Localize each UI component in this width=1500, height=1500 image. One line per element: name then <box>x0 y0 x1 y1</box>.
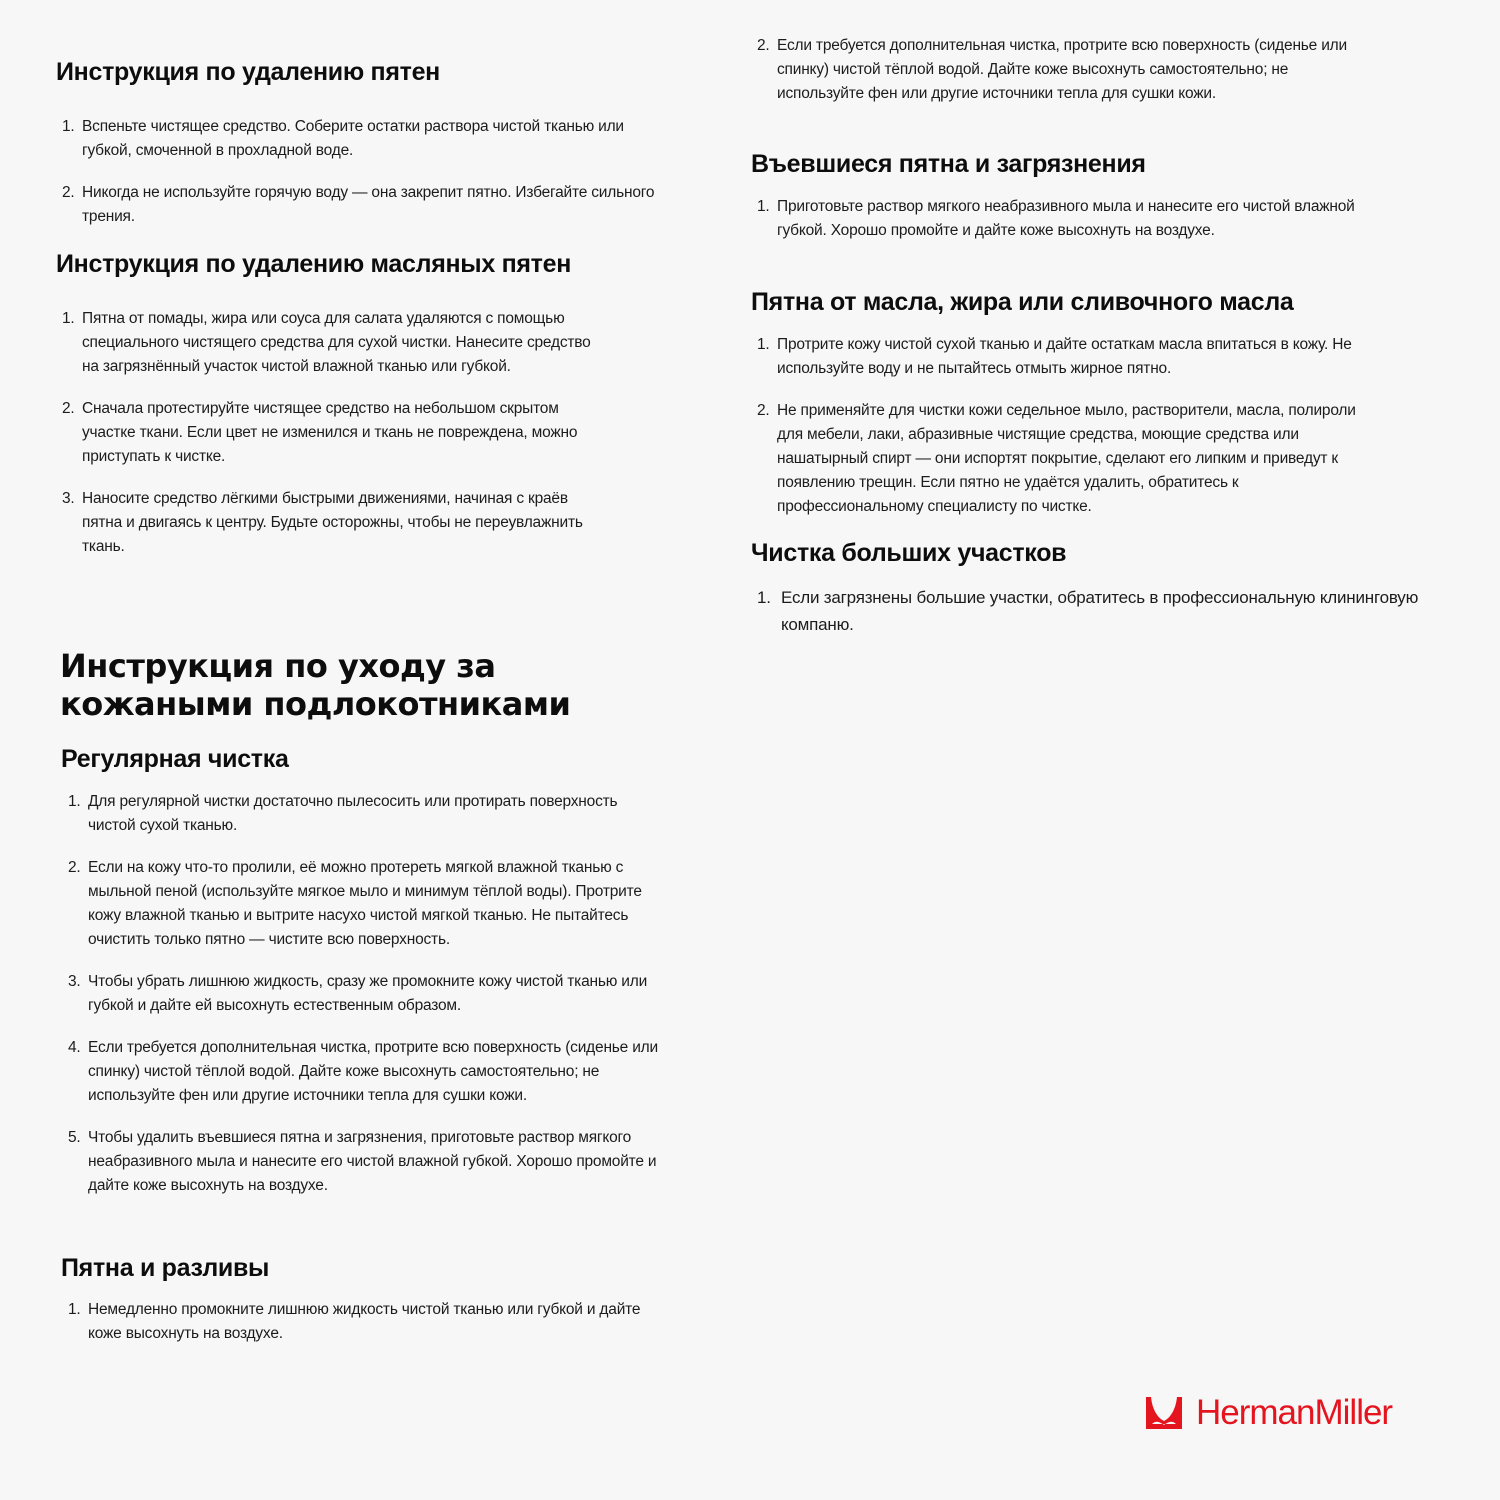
step-number: 3. <box>68 973 81 990</box>
list-item <box>62 307 592 379</box>
step-text: Вспеньте чистящее средство. Соберите остатки раствора чистой тканью или губкой, смоченной в прохладной воде. <box>82 118 624 159</box>
step-number: 2. <box>757 402 770 419</box>
step-text: Не применяйте для чистки кожи седельное мыло, растворители, масла, полироли для мебели, лаки, абразивные чистящие средства, моющие средства или нашатырный спирт — они испортят покрытие, сделают его липким и приведут к появлению трещин. Если пятно не удаётся удалить, обратитесь к профессиональному специалисту по чистке. <box>777 402 1356 515</box>
continued-steps <box>757 34 1357 106</box>
list-item <box>62 487 592 559</box>
list-item <box>757 399 1372 519</box>
list-item <box>62 115 662 163</box>
list-item <box>68 1126 668 1198</box>
step-number: 1. <box>68 1301 81 1318</box>
step-number: 1. <box>68 793 81 810</box>
list-item <box>68 1036 668 1108</box>
step-number: 2. <box>62 184 75 201</box>
step-text: Чтобы удалить въевшиеся пятна и загрязнения, приготовьте раствор мягкого неабразивного мыла и нанесите его чистой влажной губкой. Хорошо промойте и дайте коже высохнуть на воздухе. <box>88 1129 657 1194</box>
step-text: Для регулярной чистки достаточно пылесосить или протирать поверхность чистой сухой тканью. <box>88 793 618 834</box>
regular-cleaning-title: Регулярная чистка <box>61 745 289 773</box>
list-item <box>62 181 662 229</box>
step-text: Если на кожу что-то пролили, её можно протереть мягкой влажной тканью с мыльной пеной (используйте мягкое мыло и минимум тёплой воды). Протрите кожу влажной тканью и вытрите насухо чистой мягкой тканью. Не пытайтесь очистить только пятно — чистите всю поверхность. <box>88 859 642 948</box>
oil-stain-removal-title: Инструкция по удалению масляных пятен <box>56 250 572 278</box>
step-text: Сначала протестируйте чистящее средство на небольшом скрытом участке ткани. Если цвет не изменился и ткань не повреждена, можно приступать к чистке. <box>82 400 578 465</box>
step-text: Если загрязнены большие участки, обратитесь в профессиональную клининговую компаню. <box>781 588 1419 634</box>
step-text: Пятна от помады, жира или соуса для салата удаляются с помощью специального чистящего средства для сухой чистки. Нанесите средство на загрязнённый участок чистой влажной тканью или губкой. <box>82 310 591 375</box>
oil-stain-removal-steps <box>62 307 592 559</box>
list-item <box>68 790 668 838</box>
step-text: Приготовьте раствор мягкого неабразивного мыла и нанесите его чистой влажной губкой. Хорошо промойте и дайте коже высохнуть на воздухе. <box>777 198 1355 239</box>
ingrained-stains-title: Въевшиеся пятна и загрязнения <box>751 150 1146 178</box>
oil-grease-butter-title: Пятна от масла, жира или сливочного масла <box>751 288 1294 316</box>
step-number: 1. <box>757 588 771 607</box>
step-number: 3. <box>62 490 75 507</box>
step-text: Чтобы убрать лишнюю жидкость, сразу же промокните кожу чистой тканью или губкой и дайте ей высохнуть естественным образом. <box>88 973 648 1014</box>
regular-cleaning-steps <box>68 790 668 1198</box>
large-areas-steps <box>757 584 1427 638</box>
oil-grease-butter-steps <box>757 333 1372 519</box>
step-number: 1. <box>62 118 75 135</box>
list-item <box>757 584 1427 638</box>
list-item <box>757 195 1357 243</box>
list-item <box>62 397 592 469</box>
step-number: 1. <box>757 198 770 215</box>
list-item <box>68 856 668 952</box>
list-item <box>757 333 1372 381</box>
step-number: 1. <box>757 336 770 353</box>
list-item <box>757 34 1357 106</box>
step-text: Если требуется дополнительная чистка, протрите всю поверхность (сиденье или спинку) чистой тёплой водой. Дайте коже высохнуть самостоятельно; не используйте фен или другие источники тепла для сушки кожи. <box>88 1039 658 1104</box>
step-number: 2. <box>757 37 770 54</box>
spills-steps <box>68 1298 668 1346</box>
stain-removal-title: Инструкция по удалению пятен <box>56 58 440 86</box>
herman-miller-logo <box>1146 1395 1392 1430</box>
spills-title: Пятна и разливы <box>61 1254 270 1282</box>
herman-miller-m-icon <box>1146 1397 1182 1429</box>
step-text: Наносите средство лёгкими быстрыми движениями, начиная с краёв пятна и двигаясь к центру. Будьте осторожны, чтобы не переувлажнить ткань. <box>82 490 583 555</box>
step-text: Никогда не используйте горячую воду — она закрепит пятно. Избегайте сильного трения. <box>82 184 655 225</box>
step-number: 2. <box>68 859 81 876</box>
stain-removal-steps <box>62 115 662 229</box>
step-number: 1. <box>62 310 75 327</box>
leather-armrests-title: Инструкция по уходу за кожаными подлокотниками <box>60 647 571 723</box>
step-text: Немедленно промокните лишнюю жидкость чистой тканью или губкой и дайте коже высохнуть на воздухе. <box>88 1301 641 1342</box>
ingrained-stains-steps <box>757 195 1357 243</box>
step-number: 2. <box>62 400 75 417</box>
step-number: 5. <box>68 1129 81 1146</box>
list-item <box>68 1298 668 1346</box>
step-number: 4. <box>68 1039 81 1056</box>
large-areas-title: Чистка больших участков <box>751 539 1067 567</box>
step-text: Протрите кожу чистой сухой тканью и дайте остаткам масла впитаться в кожу. Не используйте воду и не пытайтесь отмыть жирное пятно. <box>777 336 1352 377</box>
logo-text: HermanMiller <box>1196 1393 1393 1432</box>
list-item <box>68 970 668 1018</box>
step-text: Если требуется дополнительная чистка, протрите всю поверхность (сиденье или спинку) чистой тёплой водой. Дайте коже высохнуть самостоятельно; не используйте фен или другие источники тепла для сушки кожи. <box>777 37 1347 102</box>
